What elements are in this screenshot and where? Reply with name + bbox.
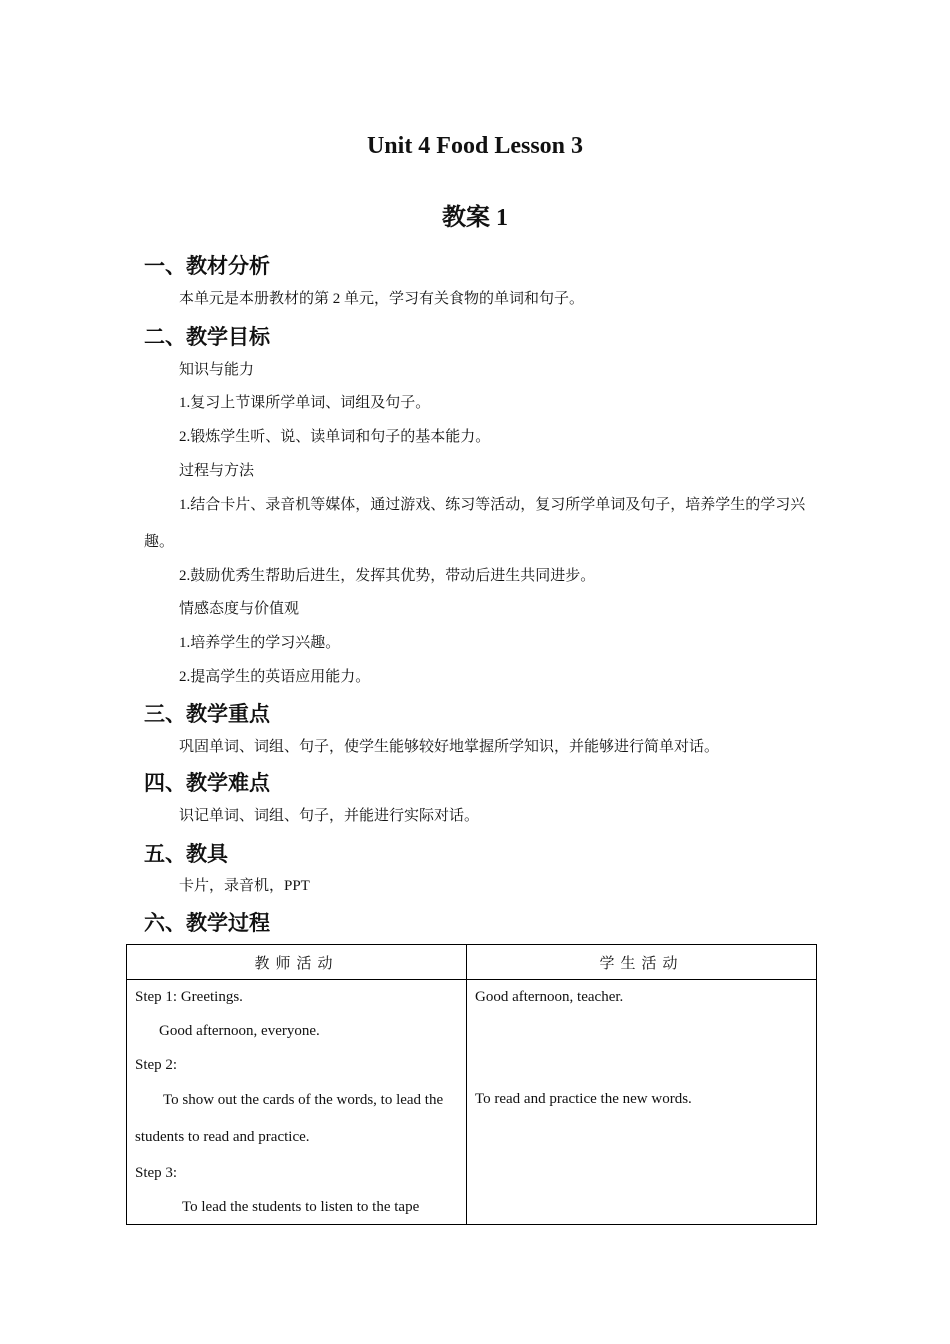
table-header-row bbox=[127, 945, 817, 980]
teacher-step-1-detail: Good afternoon, everyone. bbox=[159, 1023, 320, 1039]
section-heading-4: 四、教学难点 bbox=[144, 771, 270, 795]
section-5-paragraph: 卡片，录音机，PPT bbox=[179, 878, 310, 894]
teacher-activity-cell bbox=[127, 980, 467, 1225]
section-heading-2: 二、教学目标 bbox=[144, 325, 270, 349]
section-2-subheading-process: 过程与方法 bbox=[179, 463, 255, 479]
section-heading-1: 一、教材分析 bbox=[144, 254, 270, 278]
teacher-activity-header: 教师活动 bbox=[127, 945, 467, 980]
section-4-paragraph: 识记单词、词组、句子，并能进行实际对话。 bbox=[179, 808, 480, 824]
teacher-step-3: Step 3: bbox=[135, 1165, 178, 1181]
section-2-item: 1.复习上节课所学单词、词组及句子。 bbox=[179, 395, 431, 411]
section-2-item: 1.结合卡片、录音机等媒体，通过游戏、练习等活动，复习所学单词及句子，培养学生的学习兴趣。 bbox=[144, 497, 806, 550]
section-2-item: 2.锻炼学生听、说、读单词和句子的基本能力。 bbox=[179, 429, 491, 445]
document-title: Unit 4 Food Lesson 3 bbox=[366, 133, 584, 159]
section-1-paragraph: 本单元是本册教材的第 2 单元，学习有关食物的单词和句子。 bbox=[179, 291, 585, 307]
section-2-item: 2.提高学生的英语应用能力。 bbox=[179, 669, 371, 685]
teacher-step-2-detail: To show out the cards of the words, to lead the students to read and practice. bbox=[135, 1092, 444, 1145]
student-step-2: To read and practice the new words. bbox=[475, 1091, 692, 1107]
section-2-subheading-attitude: 情感态度与价值观 bbox=[179, 601, 300, 617]
section-heading-6: 六、教学过程 bbox=[144, 911, 270, 935]
table-row bbox=[127, 980, 817, 1225]
section-3-paragraph: 巩固单词、词组、句子，使学生能够较好地掌握所学知识，并能够进行简单对话。 bbox=[179, 739, 720, 755]
teacher-step-2: Step 2: bbox=[135, 1057, 178, 1073]
section-2-item: 1.培养学生的学习兴趣。 bbox=[179, 635, 341, 651]
document-subtitle: 教案 1 bbox=[442, 205, 508, 231]
section-heading-5: 五、教具 bbox=[144, 842, 228, 866]
section-2-subheading-knowledge: 知识与能力 bbox=[179, 362, 255, 378]
teacher-step-3-detail: To lead the students to listen to the tape bbox=[182, 1199, 420, 1215]
teacher-step-1: Step 1: Greetings. bbox=[135, 989, 243, 1005]
student-activity-cell bbox=[467, 980, 817, 1225]
spacer bbox=[475, 1014, 808, 1048]
spacer bbox=[475, 1048, 808, 1082]
activity-table bbox=[126, 944, 817, 1225]
section-2-item: 2.鼓励优秀生帮助后进生，发挥其优势，带动后进生共同进步。 bbox=[179, 568, 596, 584]
student-step-1: Good afternoon, teacher. bbox=[475, 989, 624, 1005]
section-heading-3: 三、教学重点 bbox=[144, 702, 270, 726]
student-activity-header: 学生活动 bbox=[467, 945, 817, 980]
